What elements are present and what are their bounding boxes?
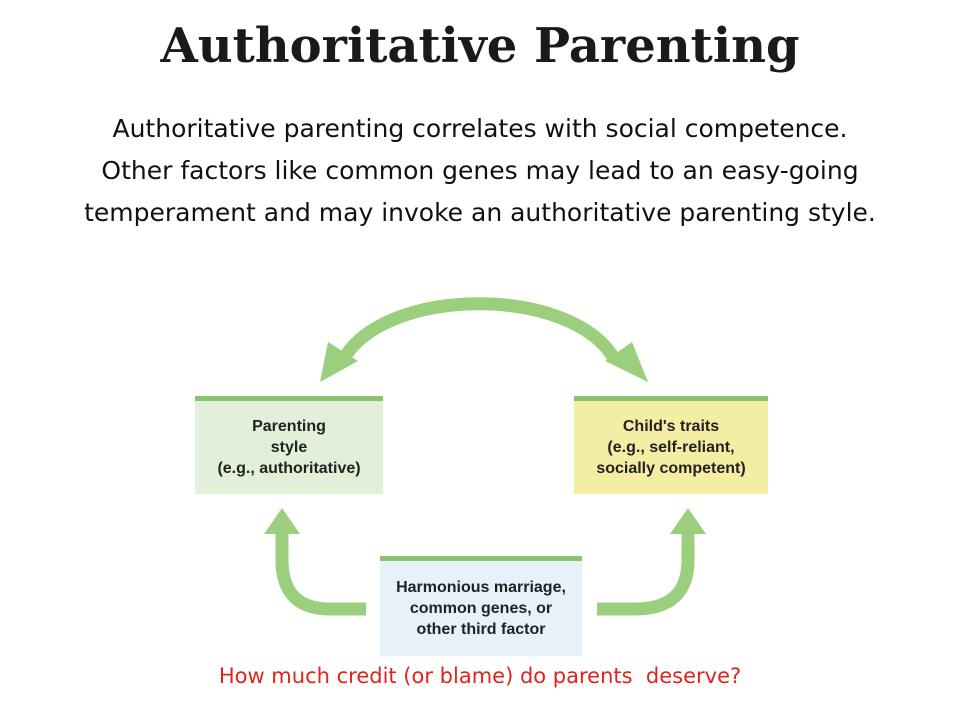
parenting-style-box — [195, 396, 383, 494]
arrowhead-up-right-icon — [670, 508, 706, 534]
box-line: common genes, or — [409, 600, 553, 617]
box-line: other third factor — [416, 621, 546, 638]
body-line: Authoritative parenting correlates with social competence. — [112, 114, 848, 143]
box-line: Parenting — [252, 418, 326, 435]
arrowhead-up-left-icon — [264, 508, 300, 534]
body-line: Other factors like common genes may lead to an easy-going — [101, 156, 859, 185]
box-line: (e.g., self-reliant, — [607, 439, 735, 456]
box-line: (e.g., authoritative) — [217, 460, 361, 477]
closing-question: How much credit (or blame) do parents deserve? — [218, 664, 742, 688]
slide-title: Authoritative Parenting — [160, 18, 800, 74]
bidirectional-arrow-arc — [343, 304, 615, 360]
box-line: socially competent) — [596, 460, 746, 477]
childs-traits-box — [574, 396, 768, 494]
third-to-parenting-arrow — [282, 532, 366, 609]
box-line: Child's traits — [622, 418, 720, 435]
third-to-child-arrow — [597, 532, 688, 609]
third-factor-box — [380, 556, 582, 656]
box-line: Harmonious marriage, — [396, 579, 566, 596]
body-line: temperament and may invoke an authoritative parenting style. — [84, 198, 876, 227]
box-line: style — [270, 439, 308, 456]
